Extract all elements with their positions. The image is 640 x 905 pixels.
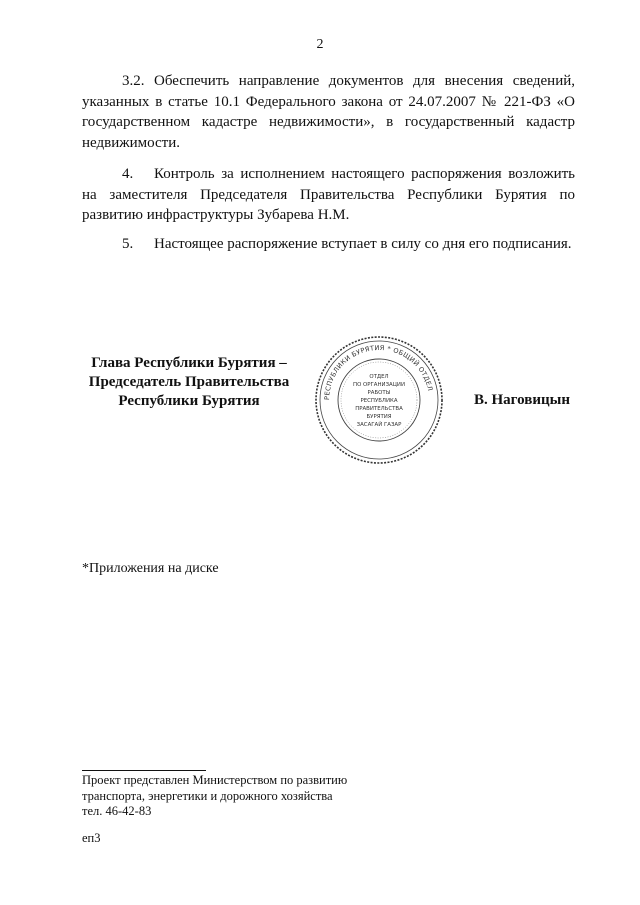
seal-center-line: ПО ОРГАНИЗАЦИИ [353, 382, 405, 388]
paragraph-5 [82, 234, 575, 255]
seal-center-line: БУРЯТИЯ [366, 414, 392, 420]
paragraph-3-2 [82, 71, 575, 153]
seal-center-line: РАБОТЫ [367, 390, 391, 396]
seal-center-line: ОТДЕЛ [369, 374, 389, 380]
footer-divider [82, 770, 206, 771]
attachments-note: *Приложения на диске [82, 561, 219, 576]
footer-line: Проект представлен Министерством по развитию [82, 773, 348, 787]
document-code: еп3 [82, 831, 101, 845]
paragraph-text: Настоящее распоряжение вступает в силу со дня его подписания. [154, 236, 572, 252]
position-line: Председатель Правительства [88, 374, 290, 390]
footer-line: транспорта, энергетики и дорожного хозяйства [82, 788, 333, 803]
paragraph-number: 5. [122, 236, 134, 252]
footer-line: тел. 46-42-83 [82, 804, 152, 818]
paragraph-4 [82, 164, 575, 226]
seal-center-text [353, 374, 405, 428]
seal-graphic [313, 334, 445, 466]
official-seal [313, 334, 445, 466]
position-line: Глава Республики Бурятия – [91, 355, 287, 371]
page-number: 2 [316, 37, 324, 52]
paragraph-text: Контроль за исполнением настоящего распоряжения возложить на заместителя Председателя Правительства Республики Бурятия по развитию инфраструктуры Зубарева Н.М. [82, 166, 575, 223]
signatory-position [84, 354, 294, 411]
seal-ring-text: РЕСПУБЛИКИ БУРЯТИЯ * ОБЩИЙ ОТДЕЛ [322, 343, 435, 401]
seal-center-line: ЗАСАГАЙ ГАЗАР [356, 422, 402, 428]
footer-prepared-by [82, 773, 347, 820]
paragraph-number: 3.2. [122, 73, 145, 89]
paragraph-number: 4. [122, 166, 134, 182]
paragraph-text: Обеспечить направление документов для внесения сведений, указанных в статье 10.1 Федерального закона от 24.07.2007 № 221-ФЗ «О государственном кадастре недвижимости», в государственный кадастр недвижимости. [82, 73, 575, 151]
signatory-name: В. Наговицын [474, 392, 570, 408]
position-line: Республики Бурятия [118, 393, 260, 409]
seal-center-line: ПРАВИТЕЛЬСТВА [355, 406, 403, 412]
seal-center-line: РЕСПУБЛИКА [360, 398, 398, 404]
